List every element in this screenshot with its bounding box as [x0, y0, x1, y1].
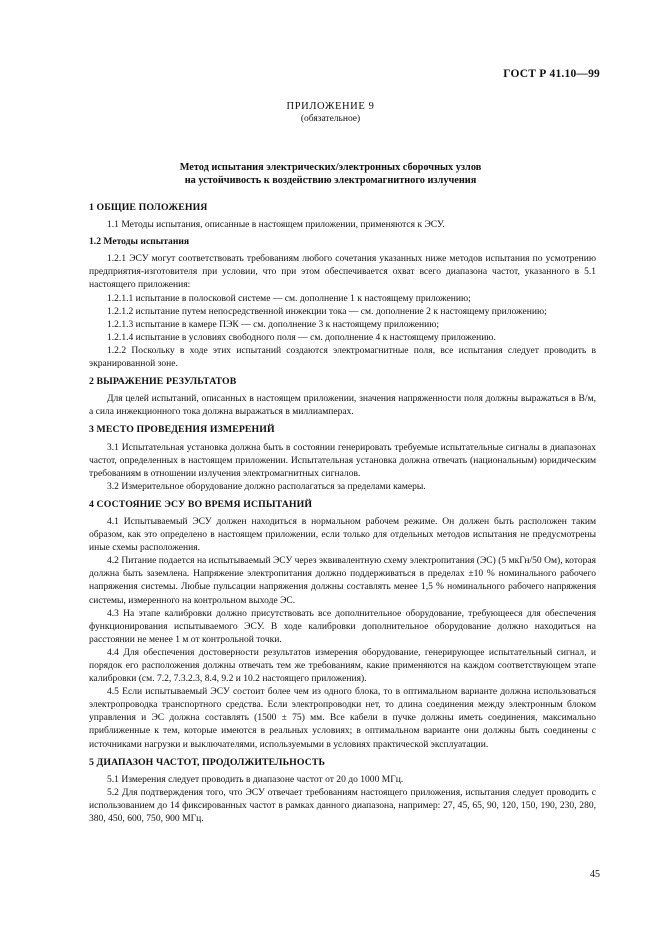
section-heading: 2 ВЫРАЖЕНИЕ РЕЗУЛЬТАТОВ [89, 376, 237, 388]
paragraph: 1.1 Методы испытания, описанные в настоящем приложении, применяются к ЭСУ. [107, 219, 445, 231]
paragraph: 4.5 Если испытываемый ЭСУ состоит более чем из одного блока, то в оптимальном варианте должна использоваться электропроводка транспортного средства. Если электропроводки нет, то длина соединения между электронным блоком управления и ЭС должна составлять (1500 ± 75) мм. Все кабели в пучке должны иметь соединения, максимально приближенные к тем, которые имеются в реальных условиях; в оптимальном варианте они должны быть соединены с источниками нагрузки и выключателями, используемыми в условиях практической эксплуатации. [89, 686, 596, 750]
paragraph: 1.2.2 Поскольку в ходе этих испытаний создаются электромагнитные поля, все испытания следует проводить в экранированной зоне. [89, 344, 596, 370]
paragraph: 4.1 Испытываемый ЭСУ должен находиться в нормальном рабочем режиме. Он должен быть расположен таким образом, как это определено в настоящем приложении, если только для отдельных методов испытания не предусмотрены иные схемы расположения. [89, 515, 596, 554]
paragraph: 4.2 Питание подается на испытываемый ЭСУ через эквивалентную схему электропитания (ЭС) (5 мкГн/50 Ом), которая должна быть заземлена. Напряжение электропитания должно поддерживаться в пределах ±10 % номинального рабочего напряжения системы. Любые пульсации напряжения должны составлять менее 1,5 % номинального рабочего напряжения системы, измеренного на контрольном выходе ЭС. [89, 555, 596, 606]
paragraph: 3.2 Измерительное оборудование должно располагаться за пределами камеры. [107, 480, 426, 492]
appendix-label: ПРИЛОЖЕНИЕ 9 [286, 101, 375, 112]
section-heading: 4 СОСТОЯНИЕ ЭСУ ВО ВРЕМЯ ИСПЫТАНИЙ [89, 498, 313, 510]
paragraph: 1.2.1.1 испытание в полосковой системе — см. дополнение 1 к настоящему приложению; [107, 292, 471, 304]
appendix-status: (обязательное) [300, 114, 361, 124]
section-heading: 5 ДИАПАЗОН ЧАСТОТ, ПРОДОЛЖИТЕЛЬНОСТЬ [89, 756, 326, 768]
paragraph: 3.1 Испытательная установка должна быть в состоянии генерировать требуемые испытательные сигналы в диапазонах частот, определенных в настоящем приложении. Испытательная установка должна отвечать (национальным) юридическим требованиям в отношении излучения электромагнитных сигналов. [89, 441, 596, 479]
page-number: 45 [590, 869, 600, 880]
appendix-title-line-2: на устойчивость к воздействию электромагнитного излучения [184, 175, 477, 186]
subsection-heading: 1.2 Методы испытания [89, 236, 190, 248]
paragraph: 4.3 На этапе калибровки должно присутствовать все дополнительное оборудование, требующееся для обеспечения функционирования испытываемого ЭСУ. В ходе калибровки дополнительное оборудование должно находиться на расстоянии не менее 1 м от контрольной точки. [89, 607, 596, 645]
paragraph: 1.2.1.3 испытание в камере ПЭК — см. дополнение 3 к настоящему приложению; [107, 318, 440, 330]
document-code: ГОСТ Р 41.10—99 [503, 68, 600, 80]
paragraph: 1.2.1.4 испытание в условиях свободного поля — см. дополнение 4 к настоящему приложению. [107, 331, 496, 343]
paragraph: 1.2.1.2 испытание путем непосредственной инжекции тока — см. дополнение 2 к настоящему приложению; [107, 305, 547, 317]
paragraph: 4.4 Для обеспечения достоверности результатов измерения оборудование, генерирующее испытательный сигнал, и порядок его расположения должны отвечать тем же требованиям, какие применяются на каждом соответствующем этапе калибровки (см. 7.2, 7.3.2.3, 8.4, 9.2 и 10.2 настоящего приложения). [89, 646, 596, 685]
paragraph: 5.1 Измерения следует проводить в диапазоне частот от 20 до 1000 МГц. [107, 773, 404, 785]
section-heading: 1 ОБЩИЕ ПОЛОЖЕНИЯ [89, 202, 208, 213]
paragraph: 5.2 Для подтверждения того, что ЭСУ отвечает требованиям настоящего приложения, испытания следует проводить с использованием до 14 фиксированных частот в рамках данного диапазона, например: 27, 45, 65, 90, 120, 150, 190, 230, 280, 380, 450, 600, 750, 900 МГц. [89, 786, 596, 825]
document-body [89, 196, 596, 825]
paragraph: 1.2.1 ЭСУ могут соответствовать требованиям любого сочетания указанных ниже методов испытания по усмотрению предприятия-изготовителя при условии, что при этом обеспечивается охват всего диапазона частот, указанного в 5.1 настоящего приложения: [89, 253, 596, 291]
section-heading: 3 МЕСТО ПРОВЕДЕНИЯ ИЗМЕРЕНИЙ [89, 424, 275, 436]
appendix-title-line-1: Метод испытания электрических/электронных сборочных узлов [179, 162, 482, 173]
paragraph: Для целей испытаний, описанных в настоящем приложении, значения напряженности поля должны выражаться в В/м, а сила инжекционного тока должна выражаться в миллиамперах. [89, 393, 596, 418]
